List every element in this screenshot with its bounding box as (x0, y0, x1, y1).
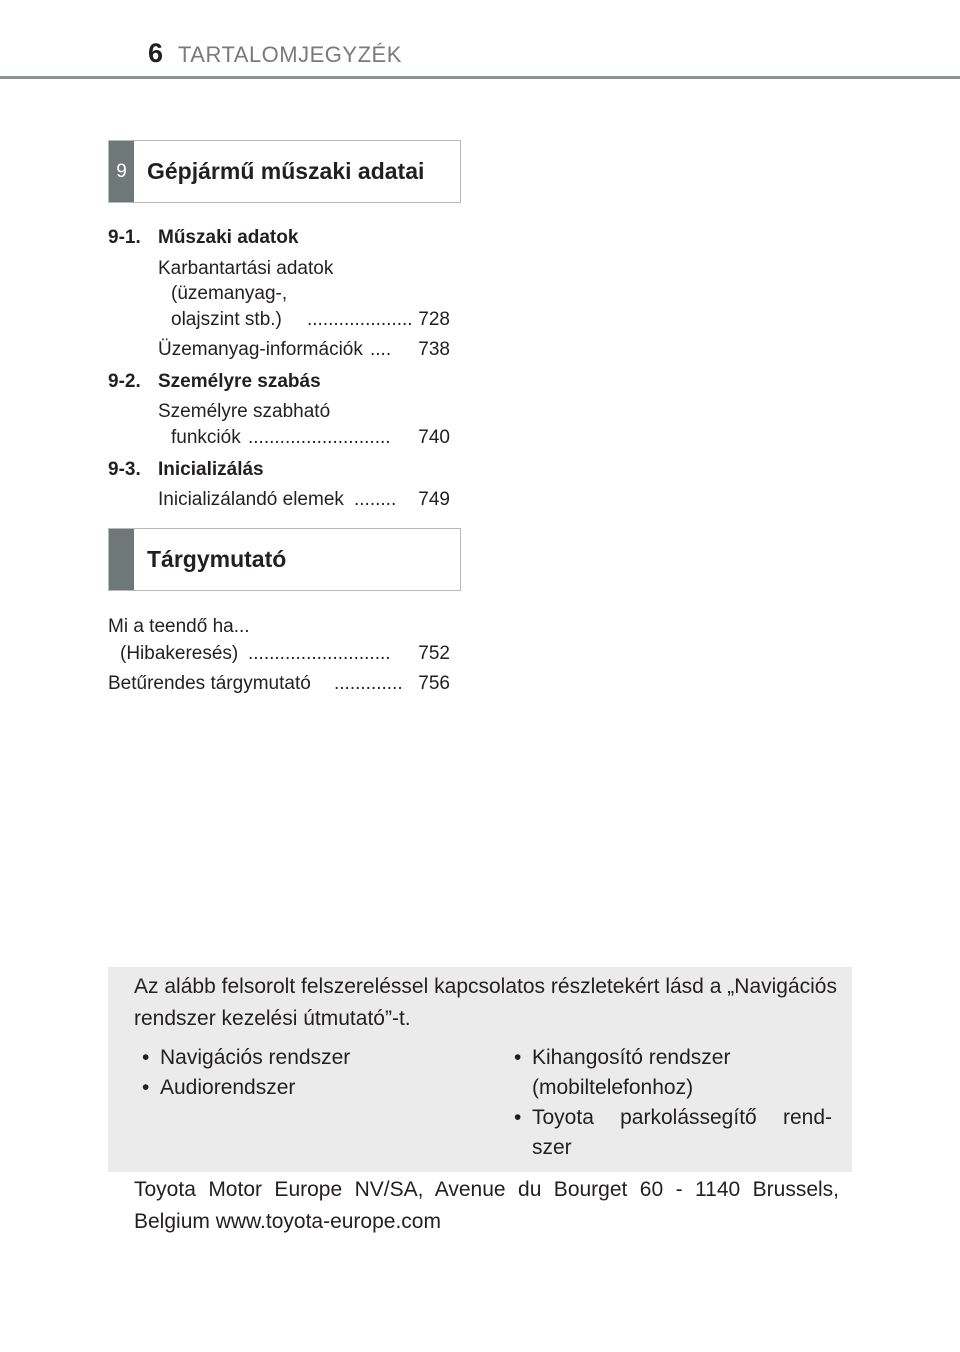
toc-leader-dots: ........................... (248, 427, 391, 448)
bullet-mark: • (514, 1046, 522, 1069)
index-heading[interactable] (108, 528, 461, 591)
bullet-text: Navigációs rendszer (160, 1046, 351, 1069)
section-title: Tárgymutató (147, 546, 287, 572)
toc-entry-heading[interactable]: Inicializálás (158, 459, 264, 480)
bullet-text: szer (532, 1136, 572, 1159)
toc-leader-dots: ............. (334, 673, 403, 694)
bullet-text: Kihangosító rendszer (532, 1046, 731, 1069)
toc-page-number[interactable]: 738 (418, 339, 450, 360)
toc-entry-number: 9-2. (108, 371, 141, 392)
toc-item-line[interactable]: Üzemanyag-információk (158, 339, 363, 360)
bullet-text: Audiorendszer (160, 1076, 296, 1099)
toc-leader-dots: ........ (354, 489, 397, 510)
toc-page-number[interactable]: 740 (418, 427, 450, 448)
toc-item-line[interactable]: Mi a teendő ha... (108, 616, 250, 637)
section-title: Gépjármű műszaki adatai (147, 158, 425, 184)
toc-item-line[interactable]: Személyre szabható (158, 401, 331, 422)
section-tab (109, 529, 134, 590)
toc-leader-dots: .... (370, 339, 392, 360)
toc-section-9 (108, 226, 460, 526)
info-note-box (108, 967, 852, 1172)
toc-entry-number: 9-1. (108, 227, 141, 248)
bullet-mark: • (142, 1046, 150, 1069)
toc-leader-dots: .................... (307, 309, 413, 330)
toc-page-number[interactable]: 756 (418, 673, 450, 694)
bullet-text: Toyota parkolássegítő rend- (532, 1106, 832, 1129)
toc-item-line[interactable]: Inicializálandó elemek (158, 489, 344, 510)
toc-leader-dots: ........................... (248, 643, 391, 664)
toc-page-number[interactable]: 749 (418, 489, 450, 510)
page-title: TARTALOMJEGYZÉK (178, 42, 402, 67)
toc-page-number[interactable]: 752 (418, 643, 450, 664)
section-9-heading[interactable] (108, 140, 461, 203)
toc-entry-heading[interactable]: Személyre szabás (158, 371, 321, 392)
page-header (0, 0, 960, 80)
toc-item-line[interactable]: (Hibakeresés) (120, 643, 239, 664)
toc-page-number[interactable]: 728 (418, 309, 450, 330)
bullet-text: (mobiltelefonhoz) (532, 1076, 694, 1099)
toc-item-line[interactable]: funkciók (171, 427, 241, 448)
toc-entry-heading[interactable]: Műszaki adatok (158, 227, 299, 248)
toc-index (108, 615, 460, 705)
publisher-address: Toyota Motor Europe NV/SA, Avenue du Bourget 60 - 1140 Brussels, Belgium www.toyota-europe.com (134, 1178, 839, 1233)
bullet-mark: • (514, 1106, 522, 1129)
toc-item-line[interactable]: Betűrendes tárgymutató (108, 673, 311, 694)
toc-item-line[interactable]: Karbantartási adatok (158, 258, 334, 279)
toc-entry-number: 9-3. (108, 459, 141, 480)
page-number: 6 (148, 38, 164, 68)
note-text: Az alább felsorolt felszereléssel kapcsolatos részletekért lásd a „Navigációs rendszer kezelési útmutató”-t. (134, 975, 837, 1030)
section-number-tab: 9 (109, 141, 134, 202)
bullet-mark: • (142, 1076, 150, 1099)
header-divider (0, 76, 960, 79)
toc-item-line[interactable]: olajszint stb.) (171, 309, 282, 330)
toc-item-line[interactable]: (üzemanyag-, (171, 283, 288, 304)
